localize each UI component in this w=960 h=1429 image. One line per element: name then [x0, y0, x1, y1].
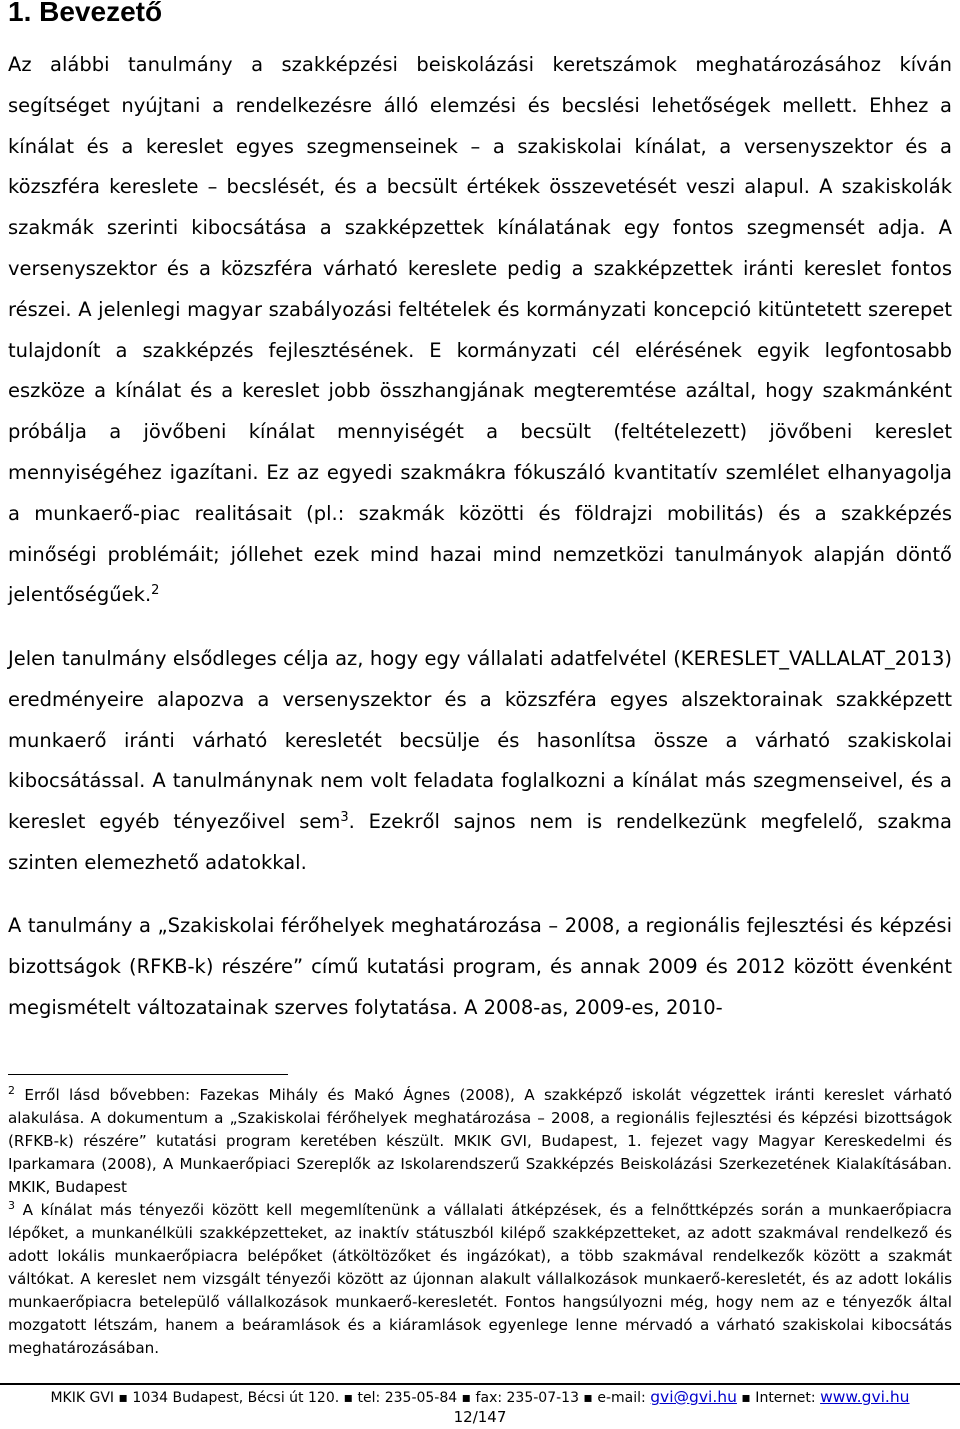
- page-number: 12/147: [453, 1408, 507, 1426]
- section-title: 1. Bevezető: [8, 0, 163, 27]
- paragraph-text: A tanulmány a „Szakiskolai férőhelyek meghatározása – 2008, a regionális fejlesztési és képzési bizottságok (RFKB-k) részére” című kutatási program, és annak 2009 és 2012 között évenként megismételt változatainak szerves folytatása. A 2008-as, 2009-es, 2010-: [8, 914, 952, 1019]
- footer-address: MKIK GVI ▪ 1034 Budapest, Bécsi út 120. ▪ tel: 235-05-84 ▪ fax: 235-07-13 ▪ e-mail:: [50, 1390, 651, 1406]
- footer-internet-label: ▪ Internet:: [736, 1390, 821, 1406]
- website-link[interactable]: www.gvi.hu: [820, 1388, 910, 1406]
- footnote-text: A kínálat más tényezői között kell megemlítenünk a vállalati átképzések, és a felnőttképzés során a munkaerőpiacra lépőket, a munkanélküli szakképzetteket, az inaktív státuszból kilépő szakképzetteket, az adott szakmával rendelkező és adott lokális munkaerőpiacra belépőket (átköltözőket és ingázókat), a több szakmával rendelkezők között a szakmát váltókat. A kereslet nem vizsgált tényezői között az újonnan alakult vállalkozások munkaerő-keresletét, és az adott lokális munkaerőpiacra betelepülő vállalkozások munkaerő-keresletét. Fontos hangsúlyozni még, hogy nem az e tényezők által mozgatott létszám, hanem a beáramlások és a kiáramlások egyenlege lenne mérvadó a várható szakiskolai kibocsátás meghatározásában.: [8, 1201, 952, 1357]
- footnote-text: Erről lásd bővebben: Fazekas Mihály és Makó Ágnes (2008), A szakképző iskolát végzettek iránti kereslet várható alakulása. A dokumentum a „Szakiskolai férőhelyek meghatározása – 2008, a regionális fejlesztési és képzési bizottságok (RFKB-k) részére” kutatási program keretében készült. MKIK GVI, Budapest, 1. fejezet vagy Magyar Kereskedelmi és Iparkamara (2008), A Munkaerőpiaci Szereplők az Iskolarendszerű Szakképzés Beiskolázási Szerkezetének Kialakításában. MKIK, Budapest: [8, 1086, 952, 1196]
- footnote-ref-2[interactable]: 2: [151, 583, 160, 599]
- paragraph-text: Jelen tanulmány elsődleges célja az, hogy egy vállalati adatfelvétel (KERESLET_VALLALAT_2013) eredményeire alapozva a versenyszektor és a közszféra egyes alszektorainak szakképzett munkaerő iránti várható keresletét becsülje és hasonlítsa össze a várható szakiskolai kibocsátással. A tanulmánynak nem volt feladata foglalkozni a kínálat más szegmenseivel, és a kereslet egyéb tényezőivel sem: [8, 647, 952, 834]
- footnote-number: 2: [8, 1084, 15, 1097]
- body-paragraph-2: [8, 639, 952, 884]
- footnote-separator: [8, 1074, 288, 1075]
- paragraph-text-cont: . Ezekről sajnos nem is rendelkezünk megfelelő, szakma szinten elemezhető adatokkal.: [8, 810, 952, 874]
- paragraph-text: Az alábbi tanulmány a szakképzési beiskolázási keretszámok meghatározásához kíván segítséget nyújtani a rendelkezésre álló elemzési és becslési lehetőségek mellett. Ehhez a kínálat és a kereslet egyes szegmenseinek – a szakiskolai kínálat, a versenyszektor és a közszféra kereslete – becslését, és a becsült értékek összevetését veszi alapul. A szakiskolák szakmák szerinti kibocsátása a szakképzettek kínálatának egy fontos szegmensét adja. A versenyszektor és a közszféra várható kereslete pedig a szakképzettek iránti kereslet fontos részei. A jelenlegi magyar szabályozási feltételek és kormányzati koncepció kitüntetett szerepet tulajdonít a szakképzés fejlesztésének. E kormányzati cél elérésének egyik legfontosabb eszköze a kínálat és a kereslet jobb összhangjának megteremtése azáltal, hogy szakmánként próbálja a jövőbeni kínálat mennyiségét a becsült (feltételezett) jövőbeni kereslet mennyiségéhez igazítani. Ez az egyedi szakmákra fókuszáló kvantitatív szemlélet elhanyagolja a munkaerő-piac realitásait (pl.: szakmák közötti és földrajzi mobilitás) és a szakképzés minőségi problémáit; jóllehet ezek mind hazai mind nemzetközi tanulmányok alapján döntő jelentőségűek.: [8, 53, 952, 607]
- footnote-3: [8, 1199, 952, 1360]
- footnote-ref-3[interactable]: 3: [340, 810, 349, 826]
- page-footer: [0, 1387, 960, 1408]
- email-link[interactable]: gvi@gvi.hu: [650, 1388, 737, 1406]
- footnotes: [8, 1084, 952, 1360]
- body-paragraph-3: [8, 906, 952, 1028]
- footnote-number: 3: [8, 1199, 15, 1212]
- body-paragraph-1: [8, 45, 952, 616]
- footer-separator: [0, 1383, 960, 1385]
- footnote-2: [8, 1084, 952, 1199]
